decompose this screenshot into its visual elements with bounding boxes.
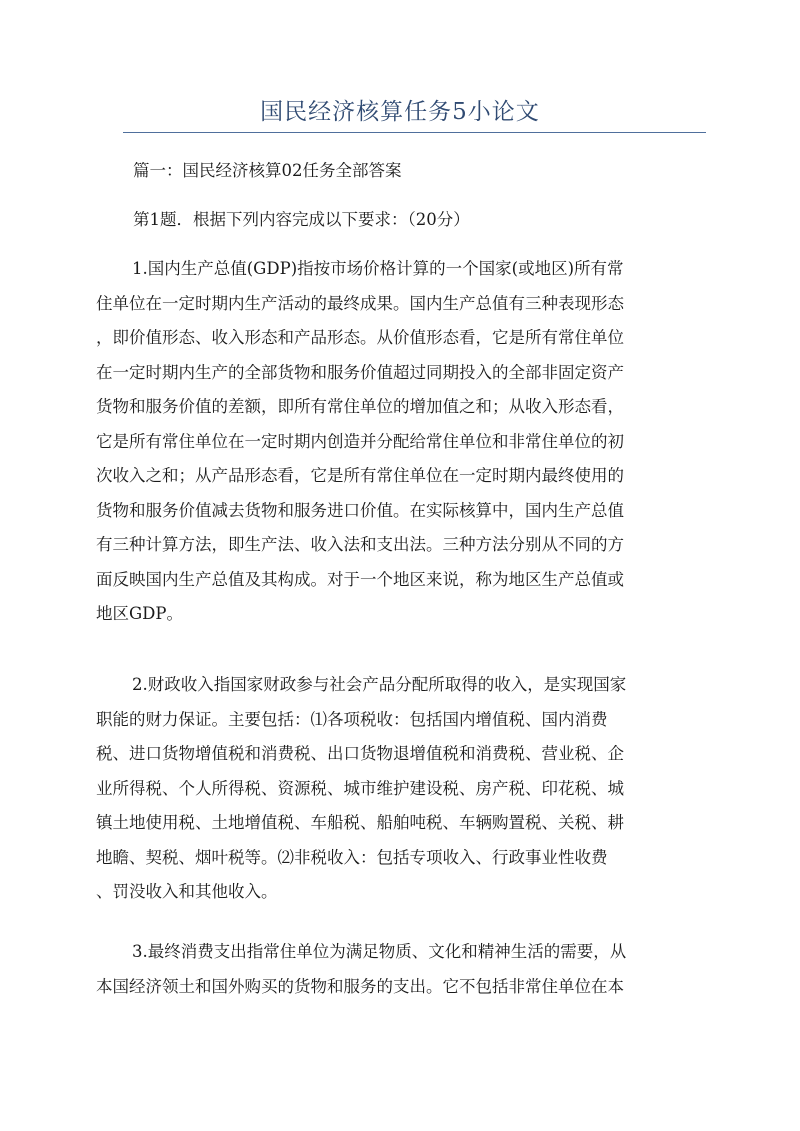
paragraph-1 — [96, 252, 706, 632]
paragraph-line: 次收入之和；从产品形态看，它是所有常住单位在一定时期内最终使用的 — [96, 466, 624, 485]
paragraph-line: 在一定时期内生产的全部货物和服务价值超过同期投入的全部非固定资产 — [96, 362, 624, 382]
paragraph-line: ，即价值形态、收入形态和产品形态。从价值形态看，它是所有常住单位 — [96, 328, 624, 347]
paragraph-line: 住单位在一定时期内生产活动的最终成果。国内生产总值有三种表现形态 — [96, 293, 624, 313]
paragraph-line: 业所得税、个人所得税、资源税、城市维护建设税、房产税、印花税、城 — [96, 778, 624, 798]
paragraph-line: 2.财政收入指国家财政参与社会产品分配所取得的收入，是实现国家 — [132, 675, 627, 694]
paragraph-line: 税、进口货物增值税和消费税、出口货物退增值税和消费税、营业税、企 — [96, 744, 624, 763]
paragraph-3 — [96, 935, 706, 1004]
document-title: 国民经济核算任务5小论文 — [260, 99, 540, 125]
title-divider — [123, 132, 706, 133]
question-heading: 第1题．根据下列内容完成以下要求：（20分） — [133, 210, 470, 229]
paragraph-line: 1.国内生产总值(GDP)指按市场价格计算的一个国家(或地区)所有常 — [132, 259, 624, 278]
paragraph-line: 有三种计算方法，即生产法、收入法和支出法。三种方法分别从不同的方 — [96, 535, 624, 554]
paragraph-line: 本国经济领土和国外购买的货物和服务的支出。它不包括非常住单位在本 — [96, 976, 624, 996]
paragraph-line: 面反映国内生产总值及其构成。对于一个地区来说，称为地区生产总值或 — [96, 569, 624, 589]
paragraph-2 — [96, 668, 706, 910]
paragraph-line: 货物和服务价值减去货物和服务进口价值。在实际核算中，国内生产总值 — [96, 500, 624, 520]
paragraph-line: 职能的财力保证。主要包括：⑴各项税收：包括国内增值税、国内消费 — [96, 709, 608, 729]
paragraph-line: 它是所有常住单位在一定时期内创造并分配给常住单位和非常住单位的初 — [96, 431, 624, 451]
section-heading: 篇一：国民经济核算02任务全部答案 — [133, 161, 402, 180]
paragraph-line: 地瞻、契税、烟叶税等。⑵非税收入：包括专项收入、行政事业性收费 — [96, 847, 608, 867]
paragraph-line: 货物和服务价值的差额，即所有常住单位的增加值之和；从收入形态看， — [96, 397, 624, 416]
paragraph-line: 地区GDP。 — [96, 604, 184, 623]
paragraph-line: 、罚没收入和其他收入。 — [96, 882, 278, 901]
paragraph-line: 镇土地使用税、土地增值税、车船税、船舶吨税、车辆购置税、关税、耕 — [96, 813, 624, 832]
paragraph-line: 3.最终消费支出指常住单位为满足物质、文化和精神生活的需要，从 — [132, 942, 627, 961]
